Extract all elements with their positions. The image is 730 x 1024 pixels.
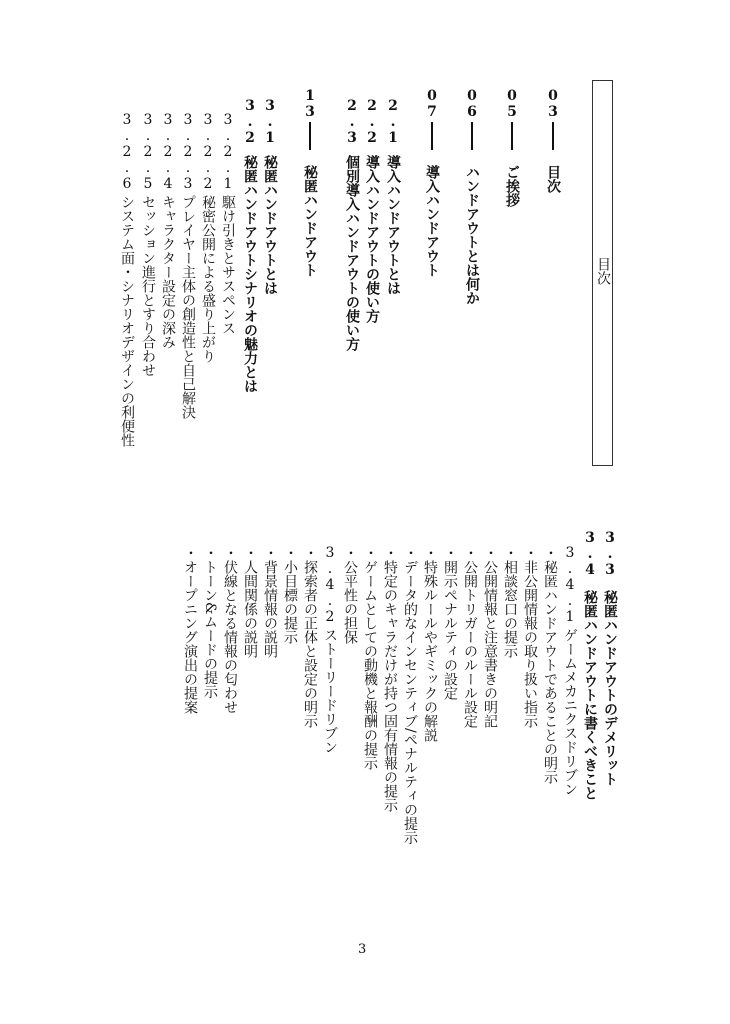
toc-section-number: 2.1 [385, 98, 401, 146]
bullet-icon: ・ [382, 546, 398, 560]
toc-entry-title: 秘匿ハンドアウトシナリオの魅力とは [242, 155, 258, 393]
bullet-icon: ・ [262, 546, 278, 560]
toc-entry-title: プレイヤー主体の創造性と自己解決 [180, 195, 196, 419]
toc-section-number: 3.2.4 [160, 112, 176, 192]
toc-bullet-item: 秘匿ハンドアウトであることの明示 [542, 560, 558, 784]
bullet-icon: ・ [482, 546, 498, 560]
toc-bullet-item: 背景情報の説明 [262, 560, 278, 658]
toc-bullet-item: 公平性の担保 [342, 560, 358, 644]
bullet-icon: ・ [242, 546, 258, 560]
toc-section-number: 3.4.1 [562, 545, 578, 625]
bullet-icon: ・ [362, 546, 378, 560]
bullet-icon: ・ [462, 546, 478, 560]
bullet-icon: ・ [202, 546, 218, 560]
toc-bullet-item: 人間関係の説明 [242, 560, 258, 658]
toc-section-number: 3.2.2 [200, 112, 216, 192]
bullet-icon: ・ [442, 546, 458, 560]
toc-entry-title: 目次 [545, 165, 561, 193]
toc-section-number: 3.1 [262, 98, 278, 146]
toc-bullet-item: 公開情報と注意書きの明記 [482, 560, 498, 728]
bullet-icon: ・ [402, 546, 418, 560]
leader-dash [511, 122, 513, 150]
toc-page-number: 13 [302, 88, 318, 120]
toc-entry-title: 秘密公開による盛り上がり [200, 195, 216, 363]
toc-entry-title: 個別導入ハンドアウトの使い方 [344, 155, 360, 351]
toc-section-number: 3.4 [582, 530, 598, 578]
toc-entry-title: 秘匿ハンドアウトに書くべきこと [582, 590, 598, 800]
toc-bullet-item: 特殊ルールやギミックの解説 [422, 560, 438, 742]
toc-section-number: 2.3 [344, 98, 360, 146]
toc-page-number: 07 [424, 88, 440, 120]
leader-dash [552, 122, 554, 150]
toc-section-number: 3.2.5 [140, 112, 156, 192]
leader-dash [431, 122, 433, 150]
leader-dash [309, 122, 311, 150]
toc-page-number: 05 [504, 88, 520, 120]
leader-dash [471, 122, 473, 150]
toc-entry-title: ハンドアウトとは何か [464, 165, 480, 305]
bullet-icon: ・ [342, 546, 358, 560]
bullet-icon: ・ [502, 546, 518, 560]
toc-entry-title: ゲームメカニクスドリブン [562, 628, 578, 796]
toc-entry-title: 秘匿ハンドアウトのデメリット [602, 590, 618, 786]
bullet-icon: ・ [542, 546, 558, 560]
toc-heading-box [592, 80, 613, 466]
toc-page-number: 06 [464, 88, 480, 120]
toc-bullet-item: 公開トリガーのルール設定 [462, 560, 478, 728]
toc-section-number: 3.2.3 [180, 112, 196, 192]
toc-heading: 目次 [595, 257, 611, 285]
toc-entry-title: 駆け引きとサスペンス [220, 195, 236, 335]
page-number: 3 [358, 942, 367, 957]
toc-bullet-item: 開示ペナルティの設定 [442, 560, 458, 700]
toc-entry-title: 秘匿ハンドアウトとは [262, 155, 278, 295]
toc-section-number: 2.2 [364, 98, 380, 146]
toc-bullet-item: 相談窓口の提示 [502, 560, 518, 658]
toc-section-number: 3.4.2 [322, 545, 338, 625]
bullet-icon: ・ [222, 546, 238, 560]
toc-bullet-item: 伏線となる情報の匂わせ [222, 560, 238, 714]
toc-entry-title: 秘匿ハンドアウト [302, 165, 318, 277]
toc-section-number: 3.2.6 [119, 112, 135, 192]
toc-bullet-item: トーン&ムードの提示 [202, 560, 218, 699]
toc-bullet-item: 特定のキャラだけが持つ固有情報の提示 [382, 560, 398, 812]
bullet-icon: ・ [302, 546, 318, 560]
toc-bullet-item: ゲームとしての動機と報酬の提示 [362, 560, 378, 770]
toc-entry-title: キャラクター設定の深み [160, 195, 176, 349]
toc-bullet-item: 非公開情報の取り扱い指示 [522, 560, 538, 728]
toc-entry-title: 導入ハンドアウトの使い方 [364, 155, 380, 323]
bullet-icon: ・ [522, 546, 538, 560]
toc-section-number: 3.2 [242, 98, 258, 146]
toc-entry-title: セッション進行とすり合わせ [140, 195, 156, 377]
bullet-icon: ・ [422, 546, 438, 560]
toc-entry-title: システム面・シナリオデザインの利便性 [119, 195, 135, 447]
toc-bullet-item: 小目標の提示 [282, 560, 298, 644]
toc-bullet-item: オープニング演出の提案 [182, 560, 198, 714]
toc-entry-title: ストーリードリブン [322, 628, 338, 754]
bullet-icon: ・ [282, 546, 298, 560]
toc-section-number: 3.3 [602, 530, 618, 578]
toc-bullet-item: データ的なインセンティブ/ペナルティの提示 [402, 560, 418, 845]
toc-bullet-item: 探索者の正体と設定の明示 [302, 560, 318, 728]
toc-entry-title: ご挨拶 [504, 165, 520, 207]
bullet-icon: ・ [182, 546, 198, 560]
toc-entry-title: 導入ハンドアウトとは [385, 155, 401, 295]
toc-page-number: 03 [545, 88, 561, 120]
toc-section-number: 3.2.1 [220, 112, 236, 192]
toc-entry-title: 導入ハンドアウト [424, 165, 440, 277]
